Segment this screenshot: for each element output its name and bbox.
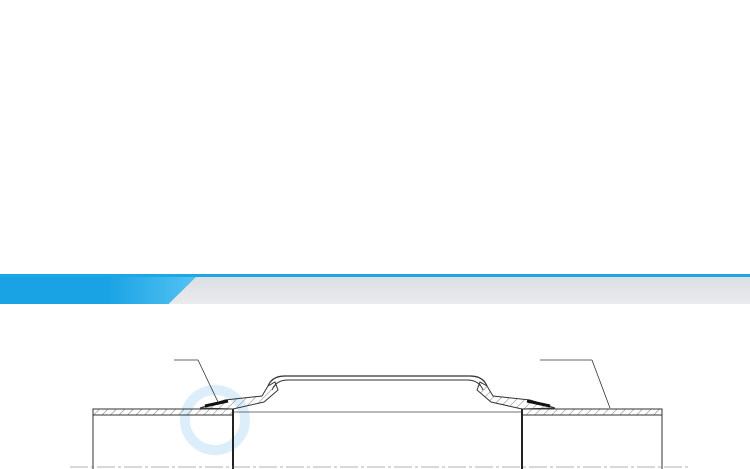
left-nipple-pipe [93,409,233,469]
section-header-bar [0,274,750,304]
right-nipple-pipe [522,409,662,469]
section-title [0,277,196,304]
right-cap [477,382,555,409]
product-design-drawing [0,330,750,469]
nipple-callout [540,360,610,408]
braid-sleeve [268,376,487,386]
